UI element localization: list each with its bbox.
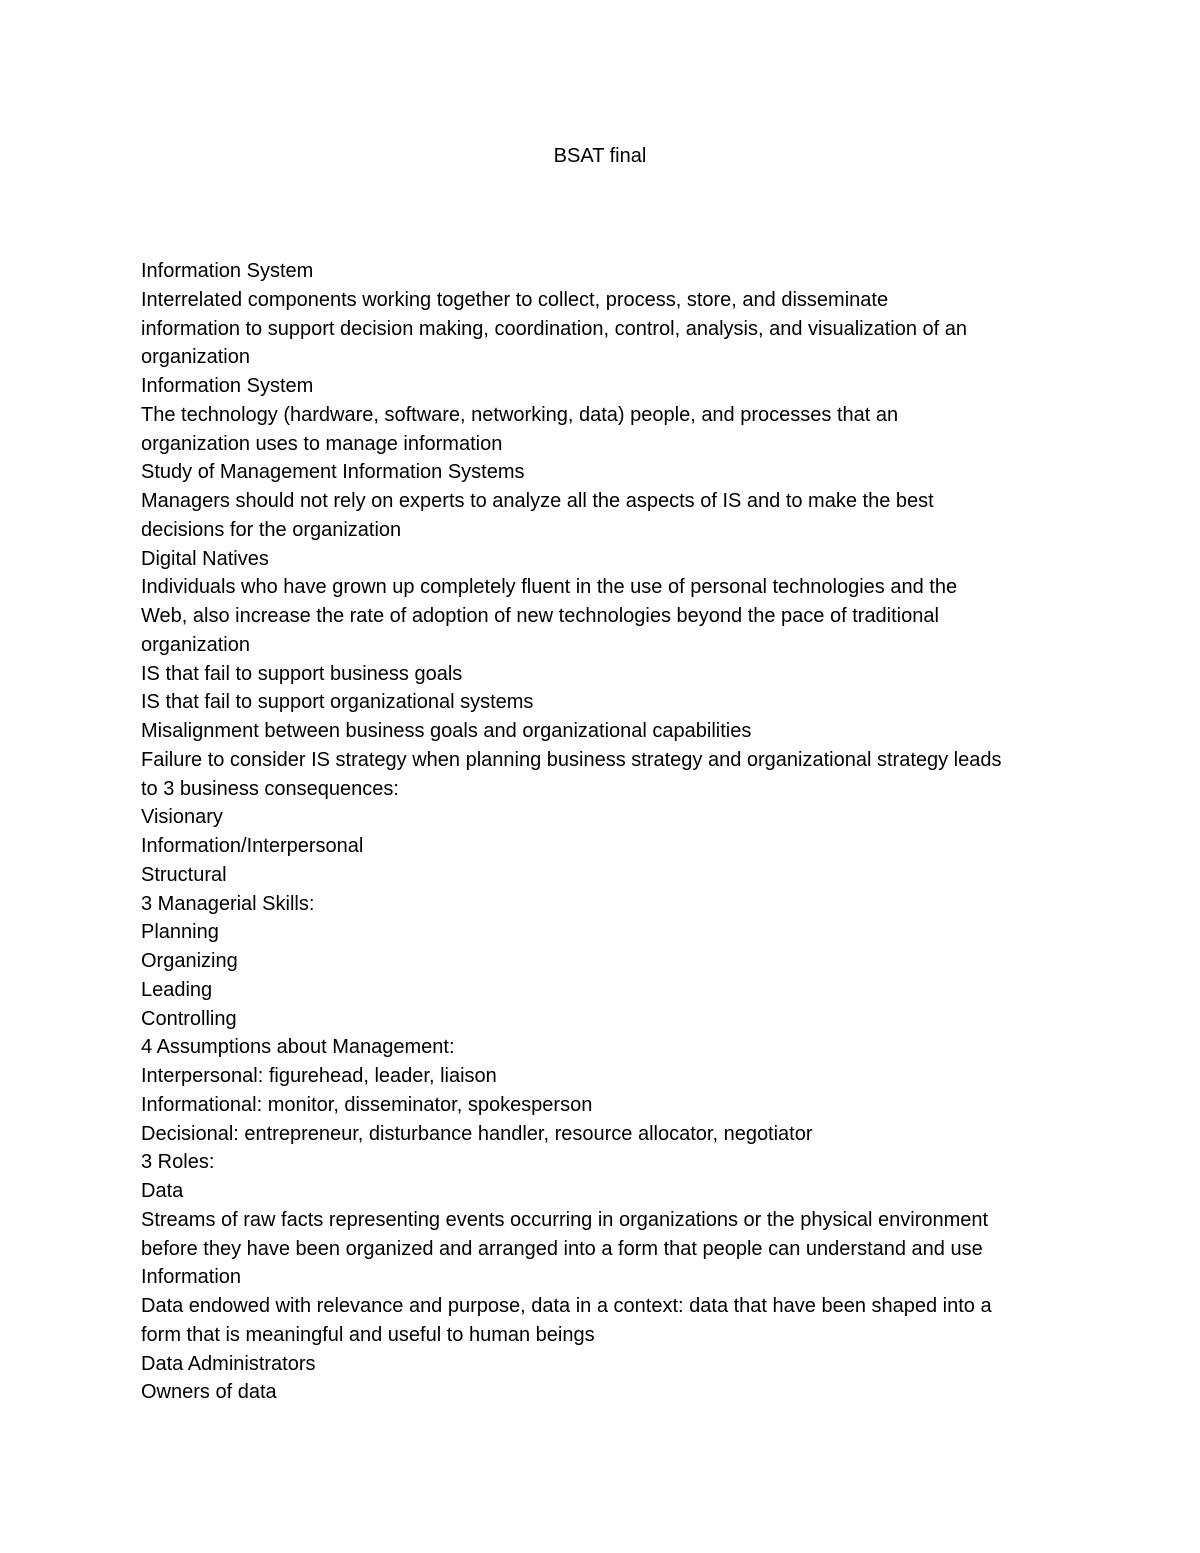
text-line: IS that fail to support organizational systems — [141, 691, 534, 714]
text-line: The technology (hardware, software, networking, data) people, and processes that an — [141, 403, 899, 426]
text-line: Information/Interpersonal — [141, 835, 364, 857]
text-line: information to support decision making, coordination, control, analysis, and visualization of an — [141, 317, 968, 340]
text-line: 4 Assumptions about Management: — [141, 1036, 455, 1059]
text-line: IS that fail to support business goals — [141, 662, 463, 685]
text-line: Misalignment between business goals and organizational capabilities — [141, 720, 752, 742]
text-line: decisions for the organization — [141, 518, 402, 541]
text-line: Leading — [141, 978, 213, 1001]
text-line: Organizing — [141, 950, 238, 972]
document-title: BSAT final — [553, 145, 647, 167]
text-line: Information System — [141, 375, 314, 397]
text-line: Information System — [141, 260, 314, 282]
text-line: 3 Roles: — [141, 1151, 215, 1174]
text-line: to 3 business consequences: — [141, 777, 399, 800]
document-body — [141, 257, 1071, 1407]
text-line: Decisional: entrepreneur, disturbance handler, resource allocator, negotiator — [141, 1122, 813, 1145]
text-line: organization — [141, 346, 250, 369]
text-line: Web, also increase the rate of adoption of new technologies beyond the pace of traditional — [141, 605, 939, 627]
text-line: Data endowed with relevance and purpose, data in a context: data that have been shaped into a — [141, 1295, 992, 1317]
text-line: Study of Management Information Systems — [141, 461, 525, 484]
text-line: Interrelated components working together to collect, process, store, and disseminate — [141, 288, 889, 311]
text-line: organization uses to manage information — [141, 432, 503, 455]
text-line: Information — [141, 1266, 242, 1289]
text-line: Data Administrators — [141, 1352, 316, 1375]
text-line: Visionary — [141, 806, 223, 829]
text-line: Structural — [141, 863, 227, 886]
text-line: Data — [141, 1180, 184, 1202]
text-line: organization — [141, 633, 250, 656]
text-line: form that is meaningful and useful to human beings — [141, 1323, 595, 1346]
text-line: Managers should not rely on experts to analyze all the aspects of IS and to make the best — [141, 490, 934, 512]
text-line: Informational: monitor, disseminator, spokesperson — [141, 1093, 593, 1116]
text-line: Individuals who have grown up completely fluent in the use of personal technologies and the — [141, 576, 958, 599]
text-line: Owners of data — [141, 1381, 277, 1404]
text-line: Digital Natives — [141, 547, 269, 570]
text-line: Failure to consider IS strategy when planning business strategy and organizational strategy leads — [141, 748, 1002, 771]
text-line: before they have been organized and arranged into a form that people can understand and use — [141, 1237, 983, 1260]
text-line: Controlling — [141, 1007, 237, 1030]
text-line: Planning — [141, 921, 219, 944]
text-line: Streams of raw facts representing events occurring in organizations or the physical environment — [141, 1208, 989, 1231]
text-line: 3 Managerial Skills: — [141, 892, 315, 915]
text-line: Interpersonal: figurehead, leader, liaison — [141, 1065, 497, 1087]
